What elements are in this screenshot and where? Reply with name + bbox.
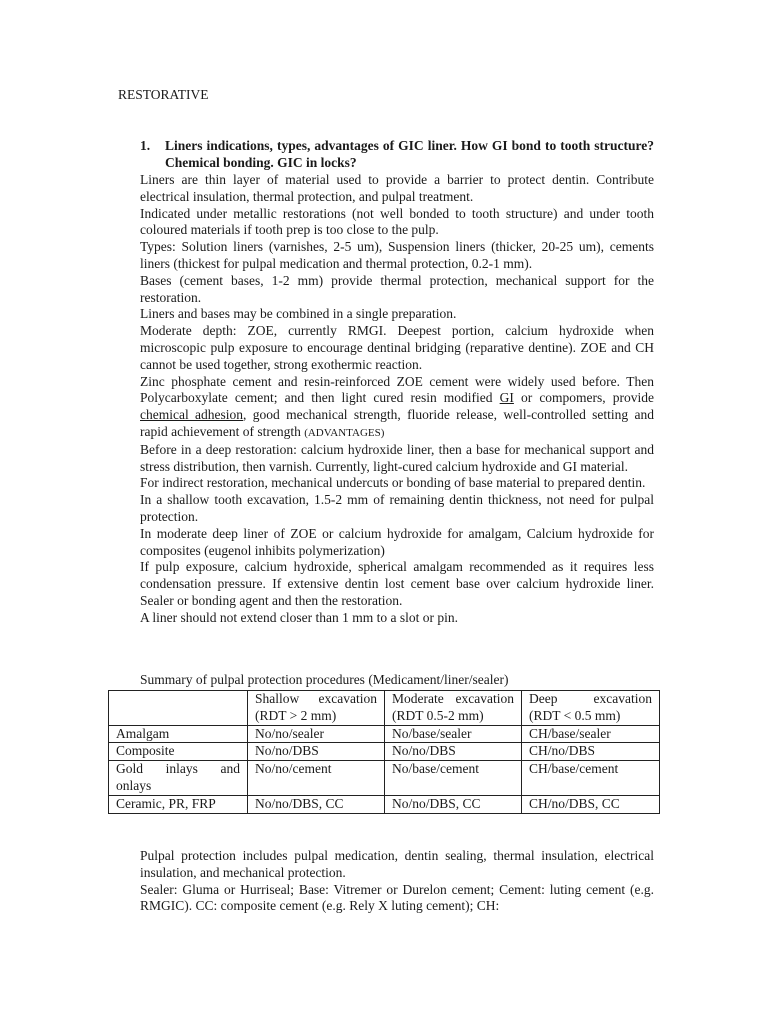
table-row [109,743,660,761]
question-item [140,138,654,172]
closing-notes [140,848,654,915]
table-cell: No/no/DBS, CC [248,795,385,813]
paragraph: Types: Solution liners (varnishes, 2-5 um), Suspension liners (thicker, 20-25 um), cements liners (thickest for pulpal medication and thermal protection, 0.2-1 mm). [140,239,654,271]
page-heading: RESTORATIVE [118,87,209,102]
table-cell: CH/base/cement [522,761,660,796]
table-cell: CH/no/DBS [522,743,660,761]
paragraph: Sealer: Gluma or Hurriseal; Base: Vitremer or Durelon cement; Cement: luting cement (e.g. RMGIC). CC: composite cement (e.g. Rely X luting cement); CH: [140,881,654,914]
table-header-row [109,691,660,726]
paragraph: For indirect restoration, mechanical undercuts or bonding of base material to prepared dentin. [140,475,646,491]
table-header-cell: Moderate excavation (RDT 0.5-2 mm) [385,691,522,726]
text-span: Zinc phosphate cement and resin-reinforced ZOE cement were widely used before. Then Polycarboxylate cement; and then light cured resin modified [140,373,654,406]
paragraph: A liner should not extend closer than 1 mm to a slot or pin. [140,609,458,625]
question-text: Liners indications, types, advantages of GIC liner. How GI bond to tooth structure? Chemical bonding. GIC in locks? [165,138,654,170]
text-span: , good mechanical strength, fluoride release, well-controlled setting and rapid achievement of strength [140,407,654,439]
table-cell: No/no/DBS, CC [385,795,522,813]
table-caption: Summary of pulpal protection procedures (Medicament/liner/sealer) [140,672,509,687]
paragraph: In a shallow tooth excavation, 1.5-2 mm of remaining dentin thickness, not need for pulpal protection. [140,492,654,524]
paragraph: If pulp exposure, calcium hydroxide, spherical amalgam recommended as it requires less condensation pressure. If extensive dentin lost cement base over calcium hydroxide liner. Sealer or bonding agent and then the restoration. [140,559,654,608]
underlined-term-gi: GI [499,390,514,406]
paragraph: Indicated under metallic restorations (not well bonded to tooth structure) and under tooth coloured materials if tooth prep is too close to the pulp. [140,205,654,238]
paragraph: Before in a deep restoration: calcium hydroxide liner, then a base for mechanical support and stress distribution, then varnish. Currently, light-cured calcium hydroxide and GI material. [140,441,654,474]
table-cell: Composite [109,743,248,761]
table-cell: CH/no/DBS, CC [522,795,660,813]
underlined-term-chemical-adhesion: chemical adhesion [140,407,244,423]
table-header-cell: Deep excavation (RDT < 0.5 mm) [522,691,660,726]
table-cell: No/no/cement [248,761,385,796]
table-cell: No/no/DBS [385,743,522,761]
table-cell: Ceramic, PR, FRP [109,795,248,813]
paragraph: In moderate deep liner of ZOE or calcium hydroxide for amalgam, Calcium hydroxide for composites (eugenol inhibits polymerization) [140,525,654,558]
table-cell: No/base/sealer [385,725,522,743]
table-cell: No/no/DBS [248,743,385,761]
paragraph: Pulpal protection includes pulpal medication, dentin sealing, thermal insulation, electrical insulation, and mechanical protection. [140,848,654,880]
text-span: or compomers, provide [513,390,655,406]
answer-body [140,172,654,627]
table-cell: No/no/sealer [248,725,385,743]
table-cell: No/base/cement [385,761,522,796]
table-row [109,761,660,796]
paragraph: Bases (cement bases, 1-2 mm) provide thermal protection, mechanical support for the restoration. [140,272,654,305]
table-cell: Gold inlays and onlays [109,761,248,796]
question-number: 1. [140,138,151,153]
table-header-cell [109,691,248,726]
advantages-tag: (ADVANTAGES) [304,426,385,439]
paragraph-advantages [140,374,654,442]
table-row [109,725,660,743]
table-cell: Amalgam [109,725,248,743]
table-header-cell: Shallow excavation (RDT > 2 mm) [248,691,385,726]
pulpal-protection-table [108,690,660,814]
table-row [109,795,660,813]
paragraph: Liners are thin layer of material used to provide a barrier to protect dentin. Contribute electrical insulation, thermal protection, and pulpal treatment. [140,172,654,204]
paragraph: Liners and bases may be combined in a single preparation. [140,306,457,322]
paragraph: Moderate depth: ZOE, currently RMGI. Deepest portion, calcium hydroxide when microscopic pulp exposure to encourage dentinal bridging (reparative dentine). ZOE and CH cannot be used together, strong exothermic reaction. [140,323,654,372]
table-cell: CH/base/sealer [522,725,660,743]
